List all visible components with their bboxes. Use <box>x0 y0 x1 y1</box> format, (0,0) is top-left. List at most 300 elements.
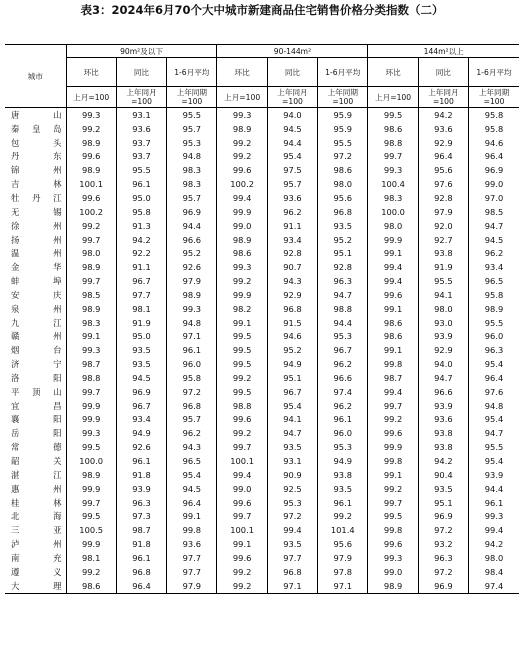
index-value: 95.3 <box>267 496 317 510</box>
index-value: 95.6 <box>318 191 368 205</box>
index-value: 97.4 <box>318 385 368 399</box>
header-row-bases <box>5 87 519 108</box>
index-value: 99.9 <box>368 233 418 247</box>
index-value: 98.3 <box>66 316 116 330</box>
index-value: 98.8 <box>318 302 368 316</box>
base-header: 上年同月=100 <box>267 87 317 108</box>
index-value: 98.1 <box>116 302 166 316</box>
index-value: 96.7 <box>267 385 317 399</box>
city-name: 惠州 <box>11 483 62 494</box>
index-value: 92.8 <box>267 246 317 260</box>
base-header: 上年同月=100 <box>418 87 468 108</box>
table-row <box>5 482 519 496</box>
index-value: 99.4 <box>368 385 418 399</box>
table-title: 表3：2024年6月70个大中城市新建商品住宅销售价格分类指数（二） <box>80 3 444 17</box>
city-name: 湛江 <box>11 469 62 480</box>
index-value: 92.0 <box>418 219 468 233</box>
index-value: 95.3 <box>318 440 368 454</box>
index-value: 95.7 <box>167 191 217 205</box>
index-value: 93.4 <box>267 233 317 247</box>
index-value: 94.0 <box>418 357 468 371</box>
base-header: 上年同期=100 <box>167 87 217 108</box>
index-value: 92.9 <box>418 136 468 150</box>
index-value: 94.5 <box>469 233 519 247</box>
index-value: 90.7 <box>267 260 317 274</box>
index-value: 99.7 <box>368 496 418 510</box>
index-value: 98.7 <box>368 371 418 385</box>
index-value: 93.8 <box>418 246 468 260</box>
table-row <box>5 523 519 537</box>
city-name: 包头 <box>11 137 62 148</box>
index-value: 100.1 <box>66 177 116 191</box>
city-name: 平顶山 <box>11 386 62 397</box>
city-name: 遵义 <box>11 566 62 577</box>
city-name: 泸州 <box>11 539 62 550</box>
index-value: 95.5 <box>469 316 519 330</box>
index-value: 99.8 <box>368 454 418 468</box>
index-value: 96.7 <box>116 399 166 413</box>
table-row <box>5 177 519 191</box>
table-row <box>5 496 519 510</box>
index-value: 97.6 <box>469 385 519 399</box>
city-name: 无锡 <box>11 206 62 217</box>
index-value: 92.2 <box>116 246 166 260</box>
index-value: 95.7 <box>267 177 317 191</box>
index-value: 93.9 <box>469 468 519 482</box>
index-value: 98.0 <box>469 551 519 565</box>
index-value: 95.5 <box>418 274 468 288</box>
index-value: 95.4 <box>267 150 317 164</box>
index-value: 95.9 <box>318 108 368 122</box>
index-value: 98.2 <box>217 302 267 316</box>
index-value: 97.2 <box>418 523 468 537</box>
index-value: 95.3 <box>318 330 368 344</box>
index-value: 96.6 <box>167 233 217 247</box>
index-value: 98.7 <box>116 523 166 537</box>
header-row-columns <box>5 58 519 87</box>
index-value: 98.6 <box>368 122 418 136</box>
index-value: 93.8 <box>418 440 468 454</box>
index-value: 96.1 <box>318 496 368 510</box>
index-value: 95.1 <box>267 371 317 385</box>
table-row <box>5 163 519 177</box>
index-value: 93.7 <box>116 150 166 164</box>
index-value: 93.5 <box>318 482 368 496</box>
index-value: 94.4 <box>469 482 519 496</box>
group-header-medium: 90-144m² <box>217 45 368 58</box>
index-value: 94.7 <box>469 426 519 440</box>
index-value: 99.9 <box>66 413 116 427</box>
index-value: 97.3 <box>116 509 166 523</box>
index-value: 99.4 <box>217 468 267 482</box>
index-value: 99.4 <box>368 274 418 288</box>
index-value: 98.9 <box>217 122 267 136</box>
index-value: 99.1 <box>217 537 267 551</box>
index-value: 91.8 <box>116 537 166 551</box>
index-value: 96.0 <box>318 426 368 440</box>
index-value: 96.3 <box>469 343 519 357</box>
index-value: 96.9 <box>418 579 468 593</box>
index-value: 98.6 <box>217 246 267 260</box>
index-value: 94.6 <box>267 330 317 344</box>
index-value: 98.0 <box>318 177 368 191</box>
table-row <box>5 371 519 385</box>
table-row <box>5 219 519 233</box>
index-value: 99.6 <box>66 191 116 205</box>
table-row <box>5 426 519 440</box>
index-value: 99.3 <box>368 163 418 177</box>
column-header: 同比 <box>116 58 166 87</box>
index-value: 100.4 <box>368 177 418 191</box>
index-value: 93.6 <box>167 537 217 551</box>
index-value: 99.7 <box>66 385 116 399</box>
index-value: 98.9 <box>66 468 116 482</box>
index-value: 99.2 <box>217 136 267 150</box>
city-name: 扬州 <box>11 234 62 245</box>
index-value: 98.6 <box>368 316 418 330</box>
table-row <box>5 343 519 357</box>
index-value: 94.2 <box>116 233 166 247</box>
index-value: 99.2 <box>368 482 418 496</box>
index-value: 99.3 <box>66 426 116 440</box>
index-value: 99.6 <box>217 551 267 565</box>
index-value: 97.1 <box>267 579 317 593</box>
index-value: 99.7 <box>217 509 267 523</box>
index-value: 99.5 <box>66 509 116 523</box>
table-row <box>5 288 519 302</box>
index-value: 95.4 <box>469 454 519 468</box>
city-name: 三亚 <box>11 525 62 536</box>
city-name: 泉州 <box>11 303 62 314</box>
index-value: 93.1 <box>267 454 317 468</box>
index-value: 97.2 <box>167 385 217 399</box>
index-value: 97.9 <box>167 579 217 593</box>
index-value: 93.4 <box>469 260 519 274</box>
index-value: 99.5 <box>217 343 267 357</box>
index-value: 95.6 <box>318 537 368 551</box>
index-value: 99.6 <box>217 163 267 177</box>
index-value: 98.3 <box>368 191 418 205</box>
index-value: 94.4 <box>318 316 368 330</box>
city-name: 常德 <box>11 442 62 453</box>
index-value: 97.9 <box>167 274 217 288</box>
index-value: 96.9 <box>167 205 217 219</box>
index-value: 94.3 <box>267 274 317 288</box>
index-value: 99.7 <box>66 233 116 247</box>
index-value: 93.9 <box>418 399 468 413</box>
group-header-large: 144m²以上 <box>368 45 519 58</box>
index-value: 99.9 <box>66 482 116 496</box>
index-value: 97.5 <box>267 163 317 177</box>
city-name: 金华 <box>11 262 62 273</box>
index-value: 96.8 <box>318 205 368 219</box>
base-header: 上年同期=100 <box>469 87 519 108</box>
index-value: 97.0 <box>469 191 519 205</box>
index-value: 96.6 <box>318 371 368 385</box>
index-value: 99.1 <box>368 246 418 260</box>
index-value: 100.1 <box>217 454 267 468</box>
index-value: 99.5 <box>66 440 116 454</box>
index-value: 95.8 <box>167 371 217 385</box>
city-name: 温州 <box>11 248 62 259</box>
table-row <box>5 233 519 247</box>
city-name: 赣州 <box>11 331 62 342</box>
index-value: 99.4 <box>267 523 317 537</box>
index-value: 96.1 <box>318 413 368 427</box>
index-value: 93.5 <box>318 219 368 233</box>
index-value: 98.5 <box>66 288 116 302</box>
index-value: 93.5 <box>267 537 317 551</box>
index-value: 96.2 <box>318 399 368 413</box>
index-value: 101.4 <box>318 523 368 537</box>
index-value: 99.3 <box>167 302 217 316</box>
index-value: 95.4 <box>167 468 217 482</box>
index-value: 99.6 <box>368 288 418 302</box>
index-value: 99.1 <box>368 468 418 482</box>
index-value: 99.2 <box>217 371 267 385</box>
index-value: 95.4 <box>469 413 519 427</box>
index-value: 94.1 <box>267 413 317 427</box>
index-value: 99.7 <box>368 150 418 164</box>
index-value: 95.5 <box>167 108 217 122</box>
index-value: 95.7 <box>167 413 217 427</box>
index-value: 97.2 <box>318 150 368 164</box>
index-value: 96.5 <box>469 274 519 288</box>
index-value: 99.5 <box>368 509 418 523</box>
table-row <box>5 579 519 593</box>
index-value: 93.4 <box>116 413 166 427</box>
index-value: 95.2 <box>318 233 368 247</box>
index-value: 99.5 <box>368 108 418 122</box>
index-value: 99.7 <box>368 399 418 413</box>
index-value: 98.3 <box>167 163 217 177</box>
index-value: 96.8 <box>267 302 317 316</box>
index-value: 98.6 <box>318 163 368 177</box>
index-value: 91.5 <box>267 316 317 330</box>
index-value: 99.6 <box>217 496 267 510</box>
index-value: 96.2 <box>318 357 368 371</box>
base-header: 上月=100 <box>368 87 418 108</box>
index-value: 98.9 <box>66 260 116 274</box>
index-value: 94.5 <box>167 482 217 496</box>
table-row <box>5 302 519 316</box>
index-value: 97.8 <box>318 565 368 579</box>
index-value: 100.5 <box>66 523 116 537</box>
city-name: 洛阳 <box>11 372 62 383</box>
table-row <box>5 399 519 413</box>
index-value: 99.6 <box>217 413 267 427</box>
index-value: 99.0 <box>217 482 267 496</box>
index-value: 98.9 <box>66 136 116 150</box>
city-name: 岳阳 <box>11 428 62 439</box>
index-value: 99.1 <box>66 330 116 344</box>
index-value: 97.7 <box>116 288 166 302</box>
index-value: 96.4 <box>167 496 217 510</box>
city-name: 大理 <box>5 579 66 593</box>
index-value: 97.2 <box>267 509 317 523</box>
index-value: 93.7 <box>116 136 166 150</box>
table-row <box>5 551 519 565</box>
table-row <box>5 509 519 523</box>
city-header: 城市 <box>5 45 66 108</box>
index-value: 95.8 <box>116 205 166 219</box>
index-value: 98.0 <box>418 302 468 316</box>
index-value: 96.1 <box>116 177 166 191</box>
city-name: 秦皇岛 <box>11 123 62 134</box>
index-value: 95.5 <box>469 440 519 454</box>
index-value: 99.2 <box>217 579 267 593</box>
index-value: 99.2 <box>217 426 267 440</box>
index-value: 93.1 <box>116 108 166 122</box>
index-value: 98.9 <box>66 302 116 316</box>
index-value: 99.2 <box>66 565 116 579</box>
table-row <box>5 440 519 454</box>
index-value: 98.9 <box>167 288 217 302</box>
index-value: 93.5 <box>418 482 468 496</box>
table-row <box>5 357 519 371</box>
base-header: 上月=100 <box>217 87 267 108</box>
index-value: 98.9 <box>469 302 519 316</box>
index-value: 94.4 <box>167 219 217 233</box>
index-value: 97.6 <box>418 177 468 191</box>
index-value: 90.4 <box>418 468 468 482</box>
table-row <box>5 136 519 150</box>
index-value: 99.8 <box>368 523 418 537</box>
index-value: 94.9 <box>318 454 368 468</box>
index-value: 96.1 <box>116 454 166 468</box>
index-value: 95.8 <box>469 122 519 136</box>
base-header: 上月=100 <box>66 87 116 108</box>
index-value: 99.9 <box>217 288 267 302</box>
index-value: 93.6 <box>418 122 468 136</box>
index-value: 94.2 <box>469 537 519 551</box>
index-value: 98.6 <box>368 330 418 344</box>
index-value: 94.8 <box>469 399 519 413</box>
city-name: 济宁 <box>11 359 62 370</box>
index-value: 99.3 <box>66 108 116 122</box>
index-value: 96.4 <box>116 579 166 593</box>
index-value: 97.1 <box>318 579 368 593</box>
city-name: 牡丹江 <box>11 192 62 203</box>
index-value: 97.7 <box>167 565 217 579</box>
index-value: 96.8 <box>116 565 166 579</box>
index-value: 99.2 <box>368 413 418 427</box>
table-row <box>5 565 519 579</box>
table-row <box>5 260 519 274</box>
index-value: 91.8 <box>116 468 166 482</box>
city-name: 锦州 <box>11 165 62 176</box>
index-value: 96.6 <box>418 385 468 399</box>
index-value: 99.8 <box>167 523 217 537</box>
index-value: 96.2 <box>267 205 317 219</box>
city-name: 唐山 <box>11 109 62 120</box>
city-name: 宜昌 <box>11 400 62 411</box>
index-value: 97.7 <box>267 551 317 565</box>
city-name: 北海 <box>11 511 62 522</box>
index-value: 98.6 <box>66 579 116 593</box>
table-row <box>5 108 519 122</box>
index-value: 95.5 <box>318 136 368 150</box>
index-value: 99.1 <box>368 302 418 316</box>
index-value: 96.4 <box>469 371 519 385</box>
index-value: 94.9 <box>116 426 166 440</box>
index-value: 98.9 <box>368 579 418 593</box>
index-value: 95.7 <box>167 122 217 136</box>
city-name: 吉林 <box>11 179 62 190</box>
index-value: 98.0 <box>368 219 418 233</box>
index-value: 94.6 <box>469 136 519 150</box>
table-row <box>5 413 519 427</box>
index-value: 99.0 <box>368 565 418 579</box>
index-value: 98.5 <box>469 205 519 219</box>
index-value: 93.6 <box>418 413 468 427</box>
index-value: 97.9 <box>418 205 468 219</box>
index-value: 94.2 <box>418 108 468 122</box>
index-value: 99.3 <box>217 108 267 122</box>
city-name: 蚌埠 <box>11 276 62 287</box>
index-value: 92.6 <box>116 440 166 454</box>
index-value: 99.5 <box>217 357 267 371</box>
index-value: 93.6 <box>116 122 166 136</box>
index-value: 98.3 <box>167 177 217 191</box>
index-value: 95.2 <box>267 343 317 357</box>
index-value: 96.5 <box>167 454 217 468</box>
index-value: 96.3 <box>318 274 368 288</box>
table-row <box>5 454 519 468</box>
index-value: 99.5 <box>217 385 267 399</box>
column-header: 同比 <box>418 58 468 87</box>
index-value: 95.9 <box>318 122 368 136</box>
index-value: 99.9 <box>66 399 116 413</box>
index-value: 95.1 <box>418 496 468 510</box>
base-header: 上年同月=100 <box>116 87 166 108</box>
index-value: 93.5 <box>116 357 166 371</box>
index-value: 100.2 <box>217 177 267 191</box>
index-value: 95.5 <box>116 163 166 177</box>
index-value: 98.0 <box>66 246 116 260</box>
index-value: 94.3 <box>167 440 217 454</box>
table-row <box>5 537 519 551</box>
index-value: 93.8 <box>318 468 368 482</box>
index-value: 99.3 <box>217 260 267 274</box>
index-value: 96.9 <box>116 385 166 399</box>
index-value: 97.9 <box>318 551 368 565</box>
group-header-small: 90m²及以下 <box>66 45 217 58</box>
index-value: 95.8 <box>469 108 519 122</box>
column-header: 环比 <box>368 58 418 87</box>
index-value: 99.1 <box>368 343 418 357</box>
city-name: 襄阳 <box>11 414 62 425</box>
index-value: 99.2 <box>217 150 267 164</box>
index-value: 98.1 <box>66 551 116 565</box>
table-row <box>5 385 519 399</box>
index-value: 94.4 <box>267 136 317 150</box>
table-row <box>5 274 519 288</box>
index-value: 96.2 <box>167 426 217 440</box>
table-row <box>5 330 519 344</box>
index-value: 96.0 <box>167 357 217 371</box>
index-value: 99.6 <box>368 537 418 551</box>
index-value: 92.8 <box>318 260 368 274</box>
index-value: 95.0 <box>116 191 166 205</box>
city-name: 丹东 <box>11 151 62 162</box>
index-value: 92.9 <box>418 343 468 357</box>
index-value: 96.8 <box>167 399 217 413</box>
index-value: 99.7 <box>217 440 267 454</box>
index-value: 99.3 <box>66 343 116 357</box>
table-row <box>5 205 519 219</box>
index-value: 96.9 <box>418 509 468 523</box>
